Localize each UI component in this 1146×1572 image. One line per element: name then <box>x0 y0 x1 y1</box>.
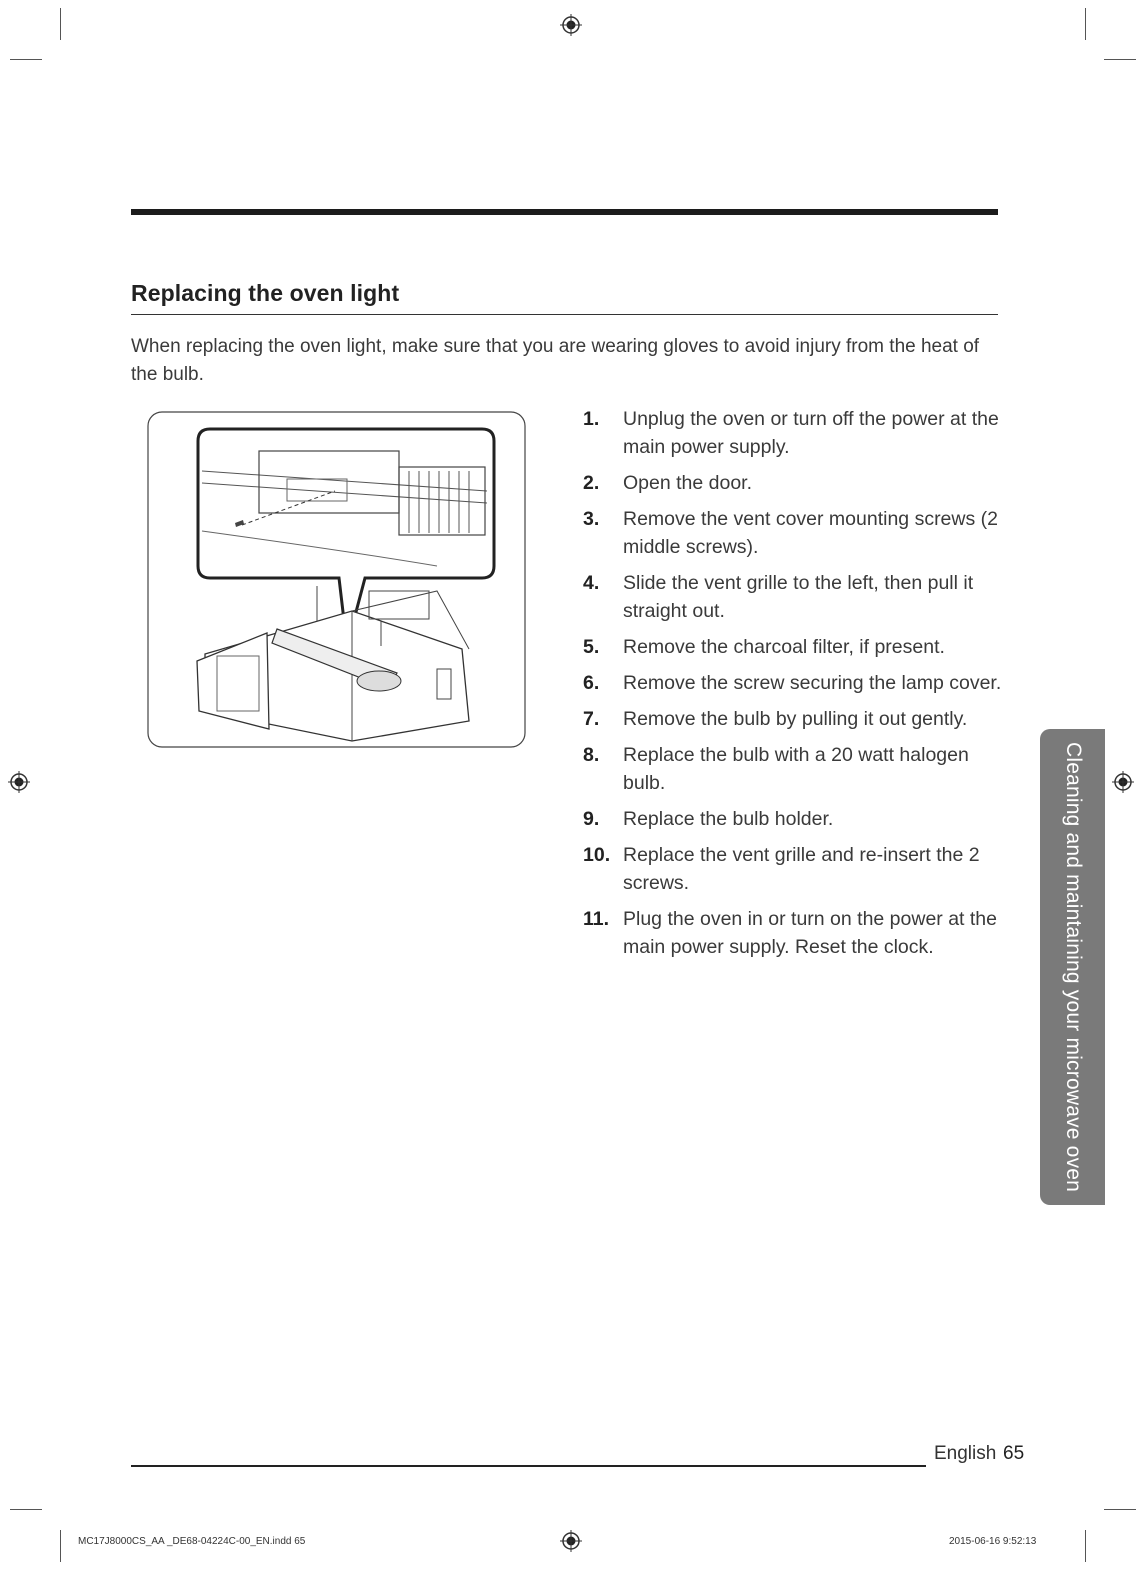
instruction-steps <box>583 405 1003 969</box>
list-item <box>583 669 1003 697</box>
crop-mark <box>1104 1509 1136 1510</box>
crop-mark <box>10 59 42 60</box>
list-item <box>583 569 1003 625</box>
step-text: Remove the vent cover mounting screws (2 middle screws). <box>623 508 998 558</box>
step-number: 1. <box>583 408 600 430</box>
step-number: 2. <box>583 472 600 494</box>
footer-language: English <box>934 1443 997 1464</box>
page-number: 65 <box>1003 1443 1025 1464</box>
registration-mark-icon <box>560 14 582 36</box>
step-number: 11. <box>583 908 610 930</box>
step-text: Remove the screw securing the lamp cover. <box>623 672 1002 694</box>
list-item <box>583 469 1003 497</box>
crop-mark <box>60 1530 61 1562</box>
step-number: 3. <box>583 508 600 530</box>
step-text: Unplug the oven or turn off the power at the main power supply. <box>623 408 999 458</box>
print-slug-timestamp: 2015-06-16 9:52:13 <box>949 1536 1037 1547</box>
list-item <box>583 805 1003 833</box>
title-underline <box>131 314 998 315</box>
print-slug-file: MC17J8000CS_AA _DE68-04224C-00_EN.indd 65 <box>78 1536 306 1547</box>
list-item <box>583 741 1003 797</box>
crop-mark <box>1104 59 1136 60</box>
step-number: 5. <box>583 636 600 658</box>
step-text: Remove the bulb by pulling it out gently. <box>623 708 968 730</box>
list-item <box>583 705 1003 733</box>
step-text: Replace the bulb holder. <box>623 808 834 830</box>
crop-mark <box>60 8 61 40</box>
registration-mark-icon <box>8 771 30 793</box>
chapter-tab-label: Cleaning and maintaining your microwave oven <box>1061 741 1085 1193</box>
section-title: Replacing the oven light <box>131 280 400 306</box>
step-number: 8. <box>583 744 600 766</box>
step-text: Plug the oven in or turn on the power at the main power supply. Reset the clock. <box>623 908 997 958</box>
step-number: 6. <box>583 672 600 694</box>
step-number: 9. <box>583 808 600 830</box>
step-number: 10. <box>583 844 611 866</box>
step-number: 7. <box>583 708 600 730</box>
step-text: Replace the bulb with a 20 watt halogen bulb. <box>623 744 969 794</box>
step-text: Open the door. <box>623 472 753 494</box>
crop-mark <box>1085 8 1086 40</box>
step-text: Slide the vent grille to the left, then pull it straight out. <box>623 572 974 622</box>
list-item <box>583 505 1003 561</box>
registration-mark-icon <box>560 1530 582 1552</box>
list-item <box>583 633 1003 661</box>
crop-mark <box>1085 1530 1086 1562</box>
list-item <box>583 841 1003 897</box>
chapter-tab <box>1040 729 1105 1205</box>
footer-rule <box>131 1465 926 1467</box>
step-number: 4. <box>583 572 600 594</box>
step-text: Remove the charcoal filter, if present. <box>623 636 945 658</box>
crop-mark <box>10 1509 42 1510</box>
step-text: Replace the vent grille and re-insert the 2 screws. <box>623 844 980 894</box>
header-rule <box>131 209 998 215</box>
list-item <box>583 905 1003 961</box>
list-item <box>583 405 1003 461</box>
oven-light-illustration <box>147 411 526 748</box>
intro-paragraph: When replacing the oven light, make sure that you are wearing gloves to avoid injury from the heat of the bulb. <box>131 336 980 385</box>
registration-mark-icon <box>1112 771 1134 793</box>
